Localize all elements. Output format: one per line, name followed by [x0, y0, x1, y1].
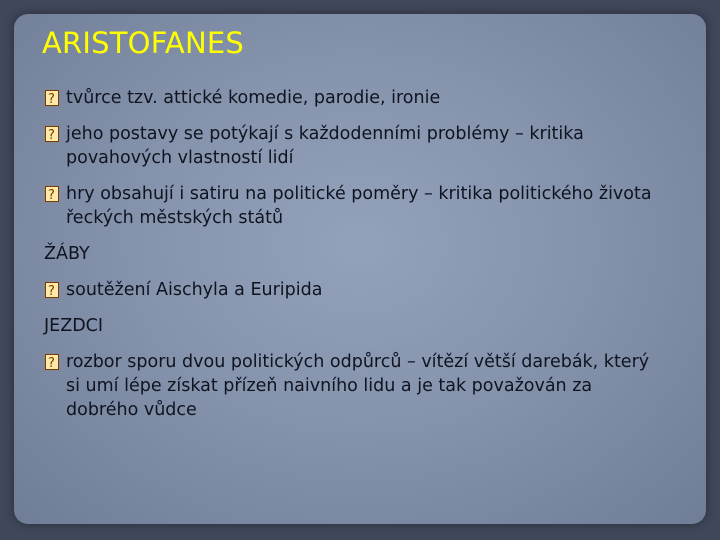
missing-glyph-icon	[45, 354, 59, 370]
bullet-item	[44, 350, 664, 422]
bullet-item	[44, 182, 664, 230]
bullet-text: rozbor sporu dvou politických odpůrců – vítězí větší darebák, který si umí lépe získat přízeň naivního lidu a je tak považován za dobrého vůdce	[66, 352, 650, 420]
bullet-text: tvůrce tzv. attické komedie, parodie, ironie	[66, 88, 441, 108]
missing-glyph-icon	[45, 282, 59, 298]
bullet-text: hry obsahují i satiru na politické poměry – kritika politického života řeckých městských států	[66, 184, 652, 228]
bullet-text: jeho postavy se potýkají s každodenními problémy – kritika povahových vlastností lidí	[66, 124, 584, 168]
missing-glyph-icon	[45, 186, 59, 202]
bullet-item	[44, 86, 664, 110]
bullet-item	[44, 278, 664, 302]
bullet-item	[44, 122, 664, 170]
slide-content	[44, 86, 664, 434]
missing-glyph-icon	[45, 90, 59, 106]
slide-title: ARISTOFANES	[42, 26, 244, 60]
section-heading-jezdci: JEZDCI	[44, 316, 104, 336]
bullet-text: soutěžení Aischyla a Euripida	[66, 280, 323, 300]
section-heading-zaby: ŽÁBY	[44, 244, 90, 264]
missing-glyph-icon	[45, 126, 59, 142]
